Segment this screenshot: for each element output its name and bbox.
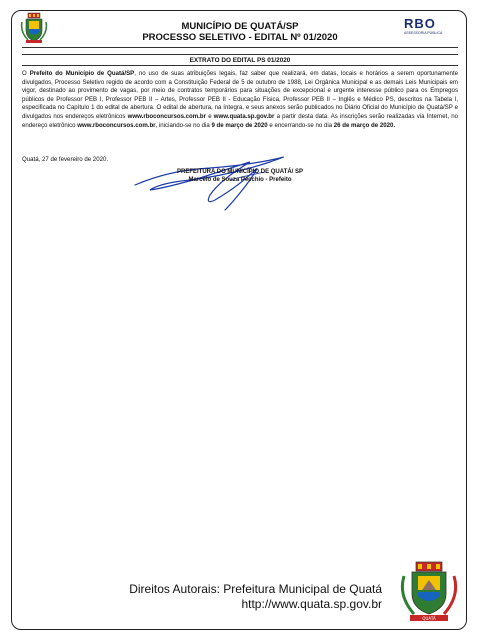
title-municipality: MUNICÍPIO DE QUATÁ/SP [181, 21, 299, 32]
signature-drawing [130, 150, 300, 220]
rbo-logo-subtext: ASSESSORIA PÚBLICA [404, 31, 443, 35]
mayor-reference: Prefeito do Município de Quatá/SP [29, 70, 135, 77]
link-quata[interactable]: www.quata.sp.gov.br [213, 112, 275, 120]
municipal-crest-icon [20, 12, 48, 44]
signatory-name: Marcelo de Souza Pécchio - Prefeito [188, 177, 292, 183]
start-date: 9 de março de 2020 [211, 121, 268, 129]
footer [129, 582, 382, 612]
end-date: 26 de março de 2020. [333, 121, 396, 129]
municipal-crest-icon [398, 560, 460, 626]
extrato-divider-top [22, 54, 458, 55]
signature-block [150, 168, 330, 184]
header-divider [22, 47, 458, 48]
edital-body [22, 70, 458, 130]
document-title [100, 21, 380, 43]
rbo-logo-text: RBO [404, 16, 436, 31]
footer-copyright: Direitos Autorais: Prefeitura Municipal de Quatá [129, 582, 382, 596]
extrato-title: EXTRATO DO EDITAL PS 01/2020 [189, 57, 291, 64]
link-rboconcursos-registration[interactable]: www.rboconcursos.com.br [77, 121, 156, 129]
crest-label: QUATÁ [422, 616, 436, 621]
body-paragraph: O Prefeito do Município de Quatá/SP, no uso de suas atribuições legais, faz saber que realizará, em datas, locais e horários a serem oportunamente divulgados, Processo Seletivo regido de acordo com a Constituição Federal de 5 de outubro de 1988, Lei Orgânica Municipal e as demais Leis Municipais em vigor, destinado ao provimento de vagas, por meio de contratos temporários para situações de excepcional e urgente interesse público para os Empregos públicos de Professor PEB I, Professor PEB II – Artes, Professor PEB II - Educação Física, Professor PEB II – Inglês e Médico PS, descritos na Tabela I, especificada no Capítulo 1 do edital de abertura. O edital de abertura, na íntegra, e seus anexos serão publicados no Diário Oficial do Município de Quatá/SP e divulgados nos endereços eletrônicos www.rboconcursos.com.br e www.quata.sp.gov.br a partir desta data. As inscrições serão realizadas via Internet, no endereço eletrônico www.rboconcursos.com.br, iniciando-se no dia 9 de março de 2020 e encerrando-se no dia 26 de março de 2020. [22, 70, 459, 129]
signatory-org: PREFEITURA DO MUNICÍPIO DE QUATÁ/ SP [176, 169, 303, 175]
footer-url[interactable]: http://www.quata.sp.gov.br [241, 597, 382, 611]
title-process: PROCESSO SELETIVO - EDITAL Nº 01/2020 [142, 32, 338, 43]
extrato-divider-bottom [22, 65, 458, 66]
date-line: Quatá, 27 de fevereiro de 2020. [22, 156, 109, 163]
rbo-logo [404, 16, 454, 38]
link-rboconcursos[interactable]: www.rboconcursos.com.br [127, 112, 206, 120]
